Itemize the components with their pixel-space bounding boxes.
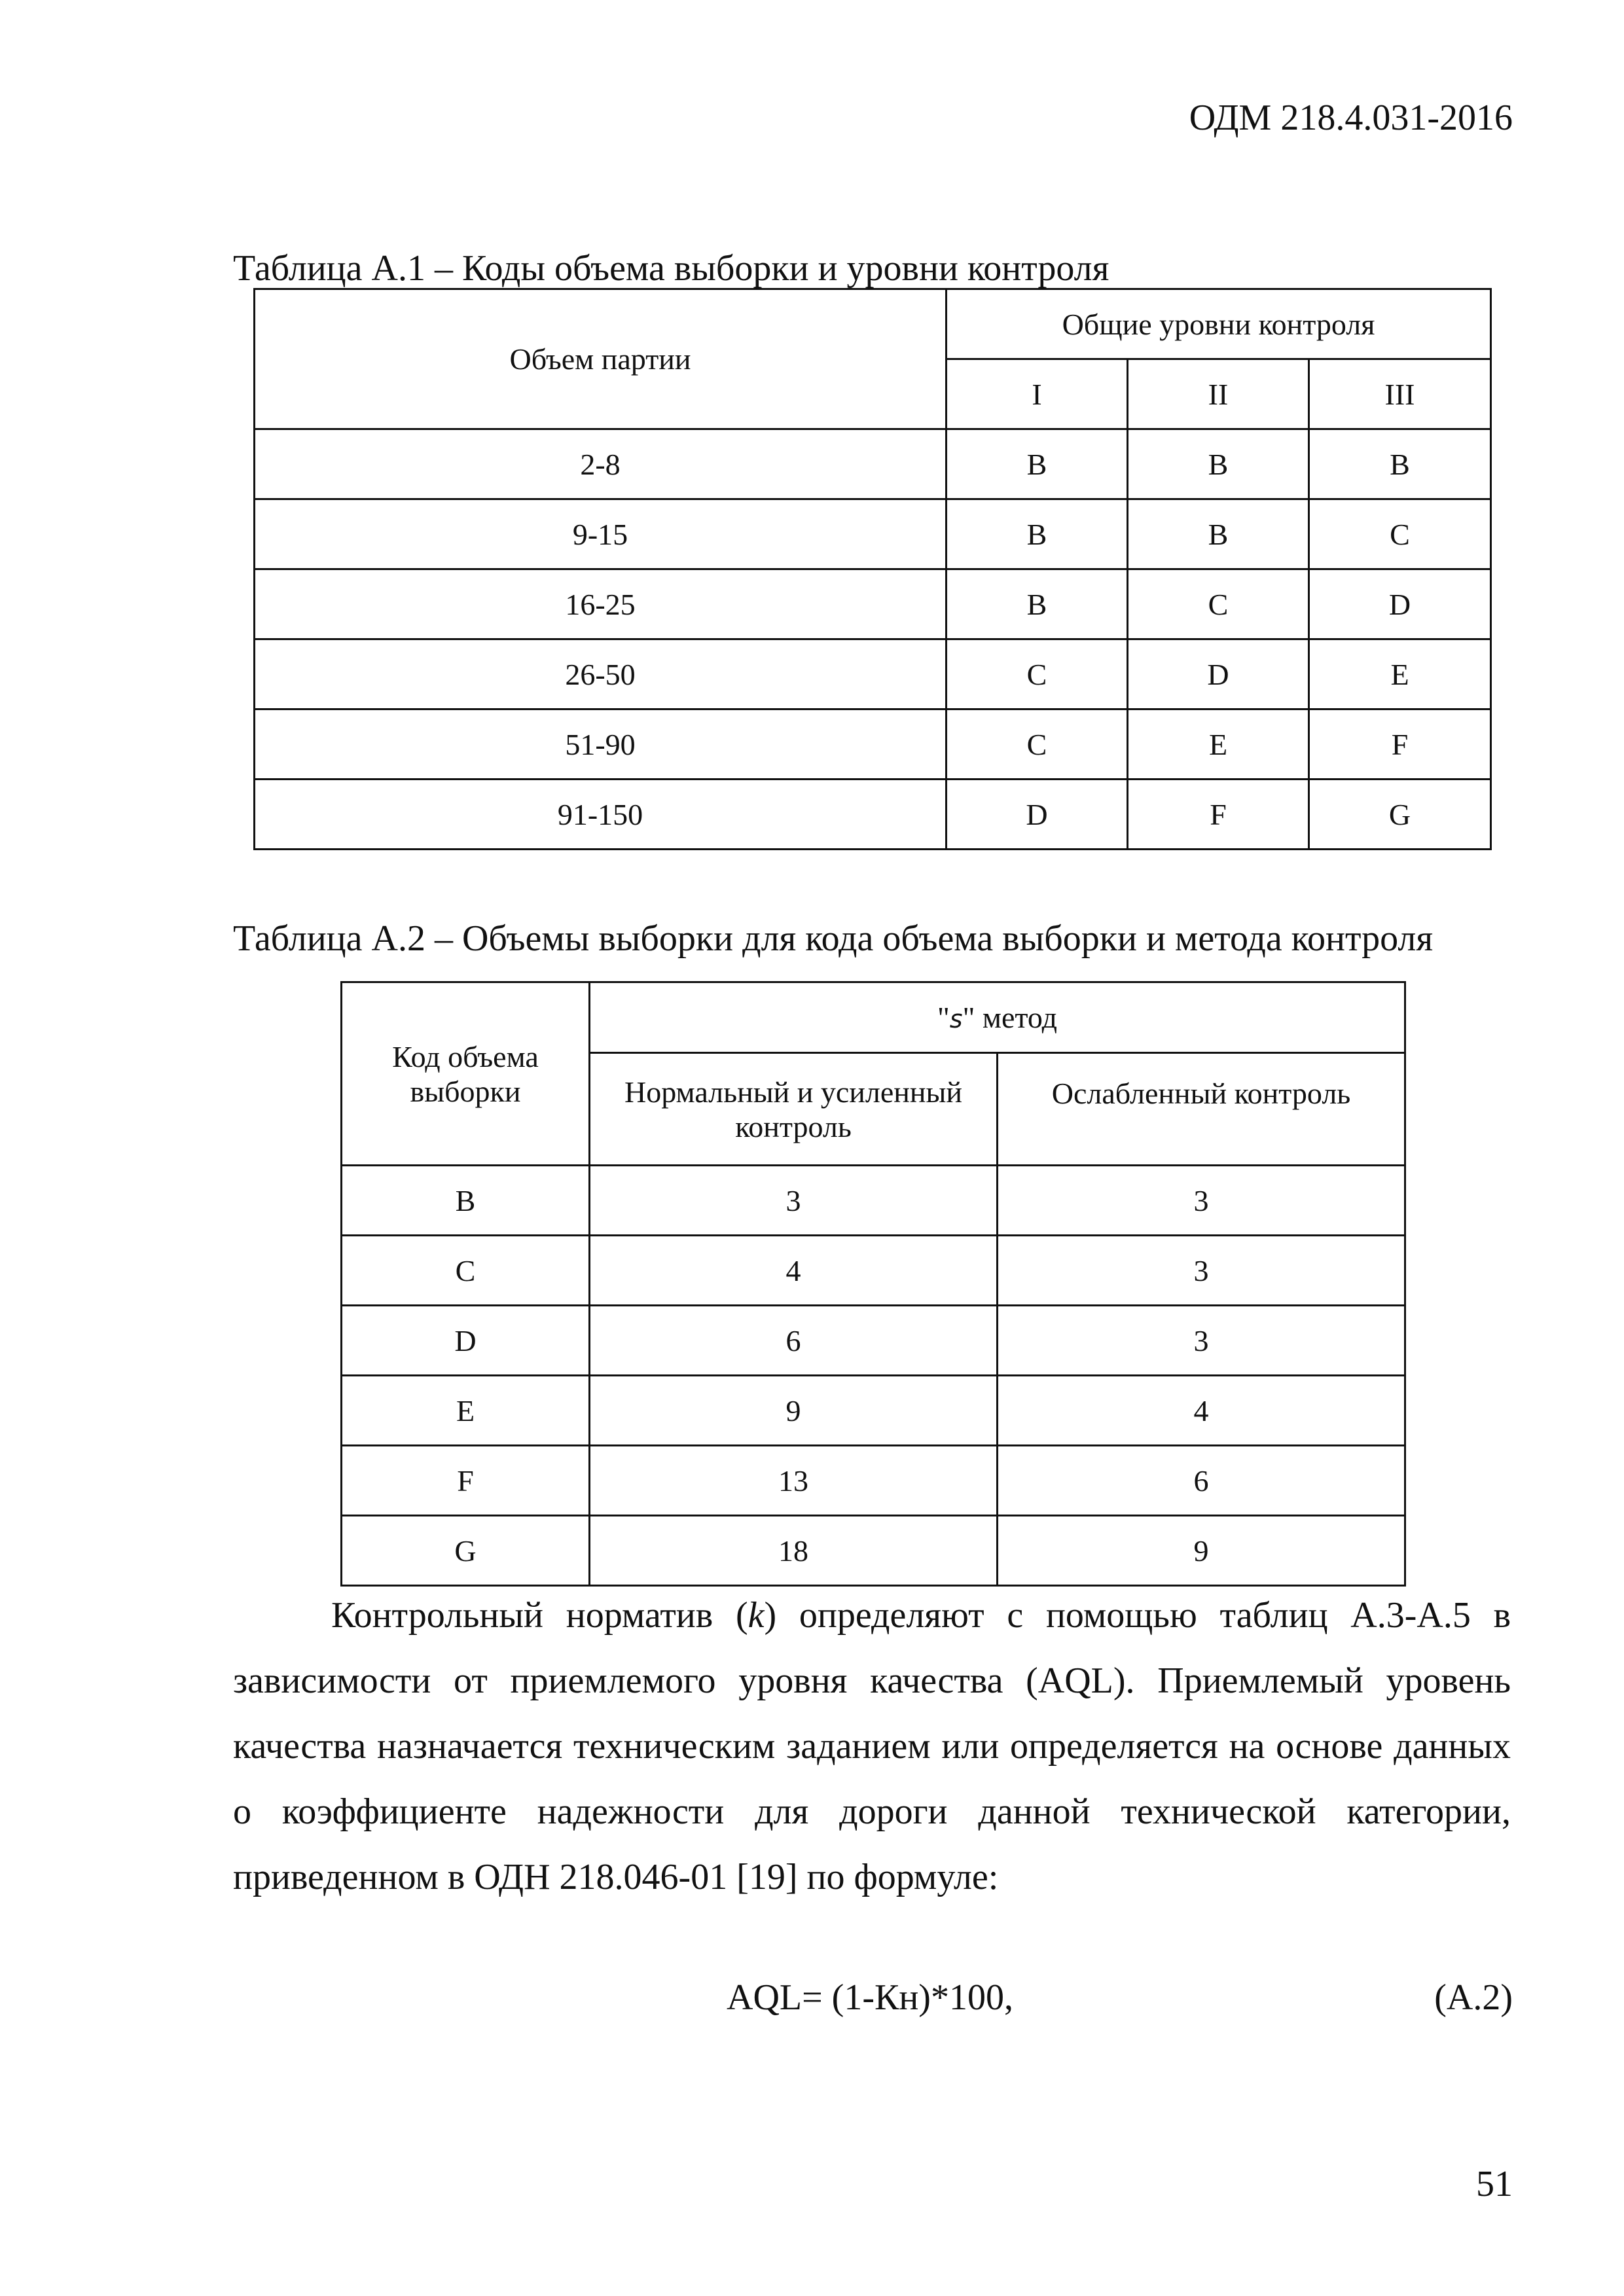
table-cell: C [342, 1236, 590, 1306]
table-cell: 6 [590, 1306, 998, 1376]
table-cell: B [947, 429, 1128, 499]
table-cell: 4 [998, 1376, 1405, 1446]
paragraph-text-1: Контрольный норматив ( [331, 1595, 748, 1636]
table-sample-sizes [340, 981, 1406, 1587]
table-cell: D [342, 1306, 590, 1376]
header-lot-volume: Объем партии [255, 289, 947, 429]
document-code: ОДМ 218.4.031-2016 [1189, 98, 1513, 138]
table-row [255, 780, 1491, 850]
body-paragraph [233, 1583, 1511, 1910]
table-row [255, 709, 1491, 780]
table-cell: 3 [998, 1306, 1405, 1376]
table-cell: F [1128, 780, 1309, 850]
table-row [255, 639, 1491, 709]
table-row [342, 1446, 1405, 1516]
table-row [342, 1236, 1405, 1306]
header-sample-code: Код объема выборки [342, 982, 590, 1166]
table-cell: B [947, 569, 1128, 639]
table-row [255, 569, 1491, 639]
table-cell: E [1128, 709, 1309, 780]
method-prefix: " [937, 1001, 950, 1034]
table-row [255, 429, 1491, 499]
table-cell: C [1309, 499, 1491, 569]
header-level-3: III [1309, 359, 1491, 429]
table-row [255, 499, 1491, 569]
table-cell: 2-8 [255, 429, 947, 499]
header-level-2: II [1128, 359, 1309, 429]
header-normal-tightened: Нормальный и усиленный контроль [590, 1053, 998, 1166]
table-cell: 13 [590, 1446, 998, 1516]
table-cell: C [947, 709, 1128, 780]
table-cell: F [1309, 709, 1491, 780]
table-cell: G [342, 1516, 590, 1586]
table-cell: 16-25 [255, 569, 947, 639]
table-cell: E [1309, 639, 1491, 709]
table-cell: 4 [590, 1236, 998, 1306]
table-cell: 3 [998, 1236, 1405, 1306]
table-cell: B [1128, 499, 1309, 569]
table-cell: D [1309, 569, 1491, 639]
table-row [342, 1306, 1405, 1376]
paragraph-text-2: ) определяют с помощью таблиц А.3-А.5 в зависимости от приемлемого уровня качества (AQL). Приемлемый уровень качества назначается техническим заданием или определяется на основе данных о коэффициенте надежности для дороги данной технической категории, приведенном в ОДН 218.046-01 [19] по формуле: [233, 1595, 1511, 1897]
table-cell: D [947, 780, 1128, 850]
table-cell: 9-15 [255, 499, 947, 569]
table-row [342, 1166, 1405, 1236]
table-cell: G [1309, 780, 1491, 850]
table-cell: E [342, 1376, 590, 1446]
header-general-levels: Общие уровни контроля [947, 289, 1491, 359]
table-cell: F [342, 1446, 590, 1516]
table-cell: B [1309, 429, 1491, 499]
table-cell: 91-150 [255, 780, 947, 850]
method-suffix: " метод [962, 1001, 1057, 1034]
table-cell: C [1128, 569, 1309, 639]
table-cell: 9 [998, 1516, 1405, 1586]
table-cell: B [342, 1166, 590, 1236]
table-cell: 26-50 [255, 639, 947, 709]
header-s-method [590, 982, 1405, 1053]
page-number: 51 [1476, 2164, 1513, 2204]
table-sample-size-codes [253, 288, 1492, 850]
table-cell: C [947, 639, 1128, 709]
table-row [342, 1376, 1405, 1446]
header-level-1: I [947, 359, 1128, 429]
header-reduced: Ослабленный контроль [998, 1053, 1405, 1166]
table-cell: 3 [590, 1166, 998, 1236]
formula-number: (А.2) [1434, 1977, 1513, 2018]
formula-aql: AQL= (1-Кн)*100, [727, 1977, 1013, 2018]
table-cell: 6 [998, 1446, 1405, 1516]
table1-body [255, 429, 1491, 850]
s-symbol: s [949, 1005, 963, 1033]
table2-caption: Таблица А.2 – Объемы выборки для кода объема выборки и метода контроля [233, 918, 1434, 959]
table-cell: 18 [590, 1516, 998, 1586]
table-cell: 51-90 [255, 709, 947, 780]
table1-caption: Таблица А.1 – Коды объема выборки и уровни контроля [233, 248, 1110, 289]
table-row [342, 1516, 1405, 1586]
paragraph-symbol-k: k [748, 1595, 765, 1636]
table-cell: B [947, 499, 1128, 569]
table-cell: 9 [590, 1376, 998, 1446]
table-cell: D [1128, 639, 1309, 709]
table-cell: B [1128, 429, 1309, 499]
table-cell: 3 [998, 1166, 1405, 1236]
table2-body [342, 1166, 1405, 1586]
